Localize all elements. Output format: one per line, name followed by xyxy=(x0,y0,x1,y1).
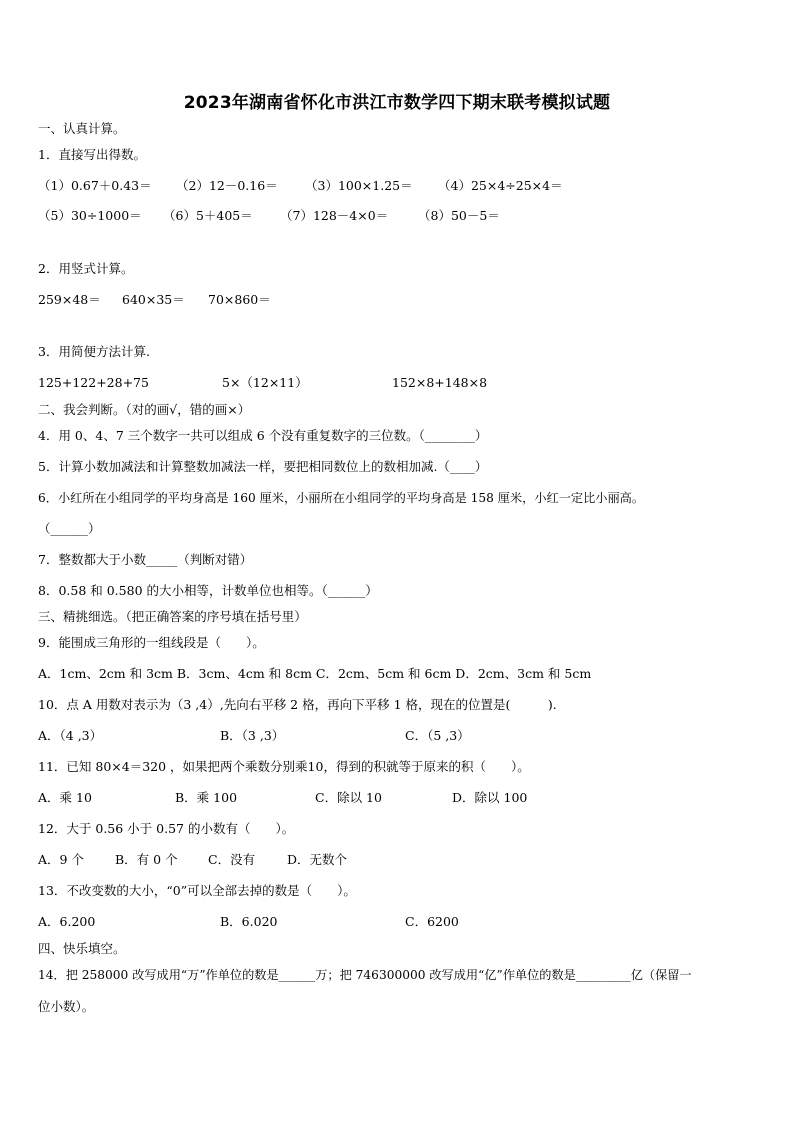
question-9-stem: 9．能围成三角形的一组线段是（ ）。 xyxy=(38,635,265,650)
question-13-stem: 13．不改变数的大小，“0”可以全部去掉的数是（ ）。 xyxy=(38,883,356,898)
question-14-line-1: 14．把 258000 改写成用“万”作单位的数是______万；把 746300000 改写成用“亿”作单位的数是_________亿（保留一 xyxy=(38,968,692,982)
q2-item-1: 259×48＝ xyxy=(38,292,101,307)
q13-option-a: A．6.200 xyxy=(38,914,96,929)
question-10-stem: 10．点 A 用数对表示为（3 ,4）,先向右平移 2 格，再向下平移 1 格，现在的位置是( ). xyxy=(38,697,557,712)
q2-item-3: 70×860＝ xyxy=(208,292,271,307)
q1-item-6: （6）5＋405＝ xyxy=(163,208,253,223)
q11-option-c: C．除以 10 xyxy=(315,790,382,805)
q12-option-b: B．有 0 个 xyxy=(115,852,178,867)
section-heading-2: 二、我会判断。（对的画√，错的画×） xyxy=(38,402,251,417)
q10-option-c: C．（5 ,3） xyxy=(405,728,470,743)
q1-item-8: （8）50－5＝ xyxy=(418,208,500,223)
q13-option-c: C．6200 xyxy=(405,914,459,929)
q11-option-d: D．除以 100 xyxy=(452,790,528,805)
q12-option-a: A．9 个 xyxy=(38,852,84,867)
q1-item-1: （1）0.67＋0.43＝ xyxy=(38,178,152,193)
q1-item-2: （2）12－0.16＝ xyxy=(176,178,278,193)
q1-item-4: （4）25×4÷25×4＝ xyxy=(438,178,563,193)
question-4: 4．用 0、4、7 三个数字一共可以组成 6 个没有重复数字的三位数。（________） xyxy=(38,428,488,443)
question-1-stem: 1．直接写出得数。 xyxy=(38,147,146,162)
q11-option-b: B．乘 100 xyxy=(175,790,238,805)
q12-option-d: D．无数个 xyxy=(287,852,348,867)
question-2-stem: 2．用竖式计算。 xyxy=(38,261,134,276)
section-heading-1: 一、认真计算。 xyxy=(38,121,126,136)
q1-item-3: （3）100×1.25＝ xyxy=(305,178,413,193)
section-heading-3: 三、精挑细选。（把正确答案的序号填在括号里） xyxy=(38,609,307,624)
q13-option-b: B．6.020 xyxy=(220,914,278,929)
q1-item-7: （7）128－4×0＝ xyxy=(280,208,389,223)
section-heading-4: 四、快乐填空。 xyxy=(38,941,126,956)
q1-item-5: （5）30÷1000＝ xyxy=(38,208,142,223)
question-5: 5．计算小数加减法和计算整数加减法一样，要把相同数位上的数相加减.（____） xyxy=(38,459,488,474)
question-6-line-1: 6．小红所在小组同学的平均身高是 160 厘米，小丽所在小组同学的平均身高是 158 厘米，小红一定比小丽高。 xyxy=(38,491,645,505)
question-12-stem: 12．大于 0.56 小于 0.57 的小数有（ ）。 xyxy=(38,821,295,836)
q11-option-a: A．乘 10 xyxy=(38,790,92,805)
q3-item-1: 125+122+28+75 xyxy=(38,375,149,390)
question-9-options: A．1cm、2cm 和 3cm B．3cm、4cm 和 8cm C．2cm、5cm 和 6cm D．2cm、3cm 和 5cm xyxy=(38,666,592,681)
question-14-line-2: 位小数）。 xyxy=(38,999,95,1014)
page-title: 2023年湖南省怀化市洪江市数学四下期末联考模拟试题 xyxy=(183,93,611,113)
question-3-stem: 3．用简便方法计算. xyxy=(38,344,150,359)
q12-option-c: C．没有 xyxy=(208,852,256,867)
question-8: 8．0.58 和 0.580 的大小相等，计数单位也相等。（______） xyxy=(38,583,378,598)
question-6-line-2: （______） xyxy=(38,521,101,536)
q2-item-2: 640×35＝ xyxy=(122,292,185,307)
q3-item-3: 152×8+148×8 xyxy=(392,375,488,390)
question-11-stem: 11．已知 80×4＝320 ，如果把两个乘数分别乘10，得到的积就等于原来的积（ ）。 xyxy=(38,759,530,774)
q10-option-a: A．（4 ,3） xyxy=(38,728,103,743)
q3-item-2: 5×（12×11） xyxy=(222,375,308,390)
q10-option-b: B．（3 ,3） xyxy=(220,728,285,743)
question-7: 7．整数都大于小数_____（判断对错） xyxy=(38,552,253,567)
